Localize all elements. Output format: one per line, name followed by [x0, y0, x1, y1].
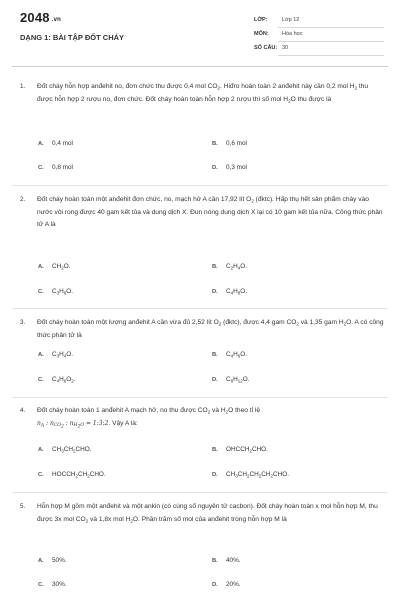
question-number: 5. — [20, 503, 26, 510]
option-c[interactable] — [38, 164, 73, 171]
meta-label: MÔN: — [254, 31, 269, 37]
header-divider — [12, 66, 388, 67]
option-letter: D. — [212, 165, 218, 171]
logo-suffix: .vn — [51, 17, 62, 23]
option-letter: B. — [212, 352, 218, 358]
option-text: 20%. — [226, 581, 241, 588]
option-text: 40%. — [226, 557, 241, 564]
meta-underline — [278, 27, 384, 28]
option-text: $C_2H_4O$. — [226, 263, 248, 271]
meta-row-class — [254, 17, 384, 28]
worksheet-title: DẠNG 1: BÀI TẬP ĐỐT CHÁY — [20, 33, 125, 42]
question-number: 4. — [20, 407, 26, 414]
meta-label: LỚP: — [254, 17, 268, 23]
option-b[interactable] — [212, 446, 268, 453]
option-d[interactable] — [212, 581, 241, 588]
option-c[interactable] — [38, 471, 106, 478]
option-b[interactable] — [212, 351, 247, 358]
meta-value: Lớp 12 — [282, 17, 300, 23]
question-3 — [12, 317, 390, 407]
question-text: Đốt cháy hoàn toàn một anđehit đơn chức, no, mạch hở A cần 17,92 lít $O_2$ (đktc). Hấp thụ hết sản phẩm cháy vào nước vôi rong được 40 gam kết tủa và dung dịch X. Đun nóng dung dịch X lại có 10 gam kết tủa nữa. Công thức phân tử A là — [37, 196, 383, 228]
option-letter: B. — [212, 447, 218, 453]
meta-value: 30 — [282, 45, 289, 51]
option-d[interactable] — [212, 376, 250, 383]
option-a[interactable] — [38, 263, 71, 270]
option-c[interactable] — [38, 288, 73, 295]
option-c[interactable] — [38, 581, 67, 588]
option-letter: A. — [38, 447, 44, 453]
option-letter: C. — [38, 289, 44, 295]
option-d[interactable] — [212, 471, 289, 478]
question-divider — [12, 185, 388, 186]
question-5 — [12, 501, 390, 561]
option-letter: A. — [38, 141, 44, 147]
logo-text: 2048 — [20, 10, 50, 25]
question-text: Đốt cháy hỗn hợp anđehit no, đơn chức thu được 0,4 mol $CO_2$. Hiđro hoàn toàn 2 anđehit này cần 0,2 mol $H_2$ thu được hỗn hợp 2 rượu no, đơn chức. Đốt cháy hoàn toàn hỗn hợp 2 rượu thì số mol $H_2O$ thu được là — [37, 83, 369, 103]
option-text: 0,3 mol — [226, 164, 247, 171]
option-a[interactable] — [38, 446, 91, 453]
question-text: Đốt cháy hoàn toàn 1 anđehit A mạch hở, no thu được $CO_2$ và $H_2O$ theo tỉ lệ $n_A$ : $n_{CO_2}$ : $n_{H_2O}$ = 1:3:2. Vậy A là: — [37, 407, 260, 430]
meta-row-subject — [254, 31, 384, 42]
option-d[interactable] — [212, 288, 247, 295]
option-letter: D. — [212, 582, 218, 588]
meta-value: Hóa học — [282, 31, 303, 37]
question-number: 1. — [20, 83, 26, 90]
option-text: $C_4H_6O_2$. — [52, 376, 76, 384]
option-text: $C_4H_8O$. — [226, 288, 248, 296]
option-text: $C_8H_{12}O$. — [226, 376, 250, 384]
option-b[interactable] — [212, 263, 247, 270]
meta-underline — [278, 41, 384, 42]
option-letter: C. — [38, 165, 44, 171]
option-text: $C_3H_4O$. — [52, 351, 74, 359]
question-divider — [12, 308, 388, 309]
option-letter: C. — [38, 377, 44, 383]
option-letter: D. — [212, 472, 218, 478]
option-b[interactable] — [212, 140, 247, 147]
option-letter: C. — [38, 582, 44, 588]
option-letter: A. — [38, 352, 44, 358]
option-text: 0,6 mol — [226, 140, 247, 147]
question-number: 3. — [20, 319, 26, 326]
option-letter: B. — [212, 141, 218, 147]
question-divider — [12, 492, 388, 493]
question-text: Đốt cháy hoàn toàn một lượng anđehit A cần vừa đủ 2,52 lít $O_2$ (đktc), được 4,4 gam $CO_2$ và 1,35 gam $H_2O$. A có công thức phân tử là — [37, 319, 384, 339]
option-letter: C. — [38, 472, 44, 478]
option-letter: A. — [38, 558, 44, 564]
option-text: $OHCCH_2CHO$. — [226, 446, 268, 454]
option-text: $C_3H_6O$. — [52, 288, 74, 296]
option-d[interactable] — [212, 164, 247, 171]
option-letter: B. — [212, 264, 218, 270]
option-text: $HOCCH_2CH_2CHO$. — [52, 471, 106, 479]
option-text: $C_4H_6O$. — [226, 351, 248, 359]
meta-label: SỐ CÂU: — [254, 45, 278, 51]
option-a[interactable] — [38, 351, 73, 358]
option-text: 0,4 mol — [52, 140, 73, 147]
question-divider — [12, 397, 388, 398]
option-text: 30%. — [52, 581, 67, 588]
worksheet-header — [0, 0, 400, 70]
option-letter: B. — [212, 558, 218, 564]
option-text: $CH_3CH_2CH_2CH_2CHO$. — [226, 471, 289, 479]
question-number: 2. — [20, 196, 26, 203]
site-logo[interactable] — [20, 10, 61, 25]
option-text: $CH_3CH_2CHO$. — [52, 446, 92, 454]
option-b[interactable] — [212, 557, 241, 564]
option-letter: D. — [212, 377, 218, 383]
option-c[interactable] — [38, 376, 76, 383]
meta-row-count — [254, 45, 384, 56]
option-text: $CH_2O$. — [52, 263, 71, 271]
option-a[interactable] — [38, 557, 67, 564]
option-text: 0,8 mol — [52, 164, 73, 171]
option-text: 50%. — [52, 557, 67, 564]
option-letter: D. — [212, 289, 218, 295]
question-text: Hỗn hợp M gồm một anđehit và một ankin (có cùng số nguyên tử cacbon). Đốt cháy hoàn toàn x mol hỗn hợp M, thu được 3x mol $CO_2$ và 1,8x mol $H_2O$. Phần trăm số mol của anđehit trong hỗn hợp M là — [37, 503, 378, 523]
option-a[interactable] — [38, 140, 73, 147]
meta-underline — [278, 55, 384, 56]
option-letter: A. — [38, 264, 44, 270]
